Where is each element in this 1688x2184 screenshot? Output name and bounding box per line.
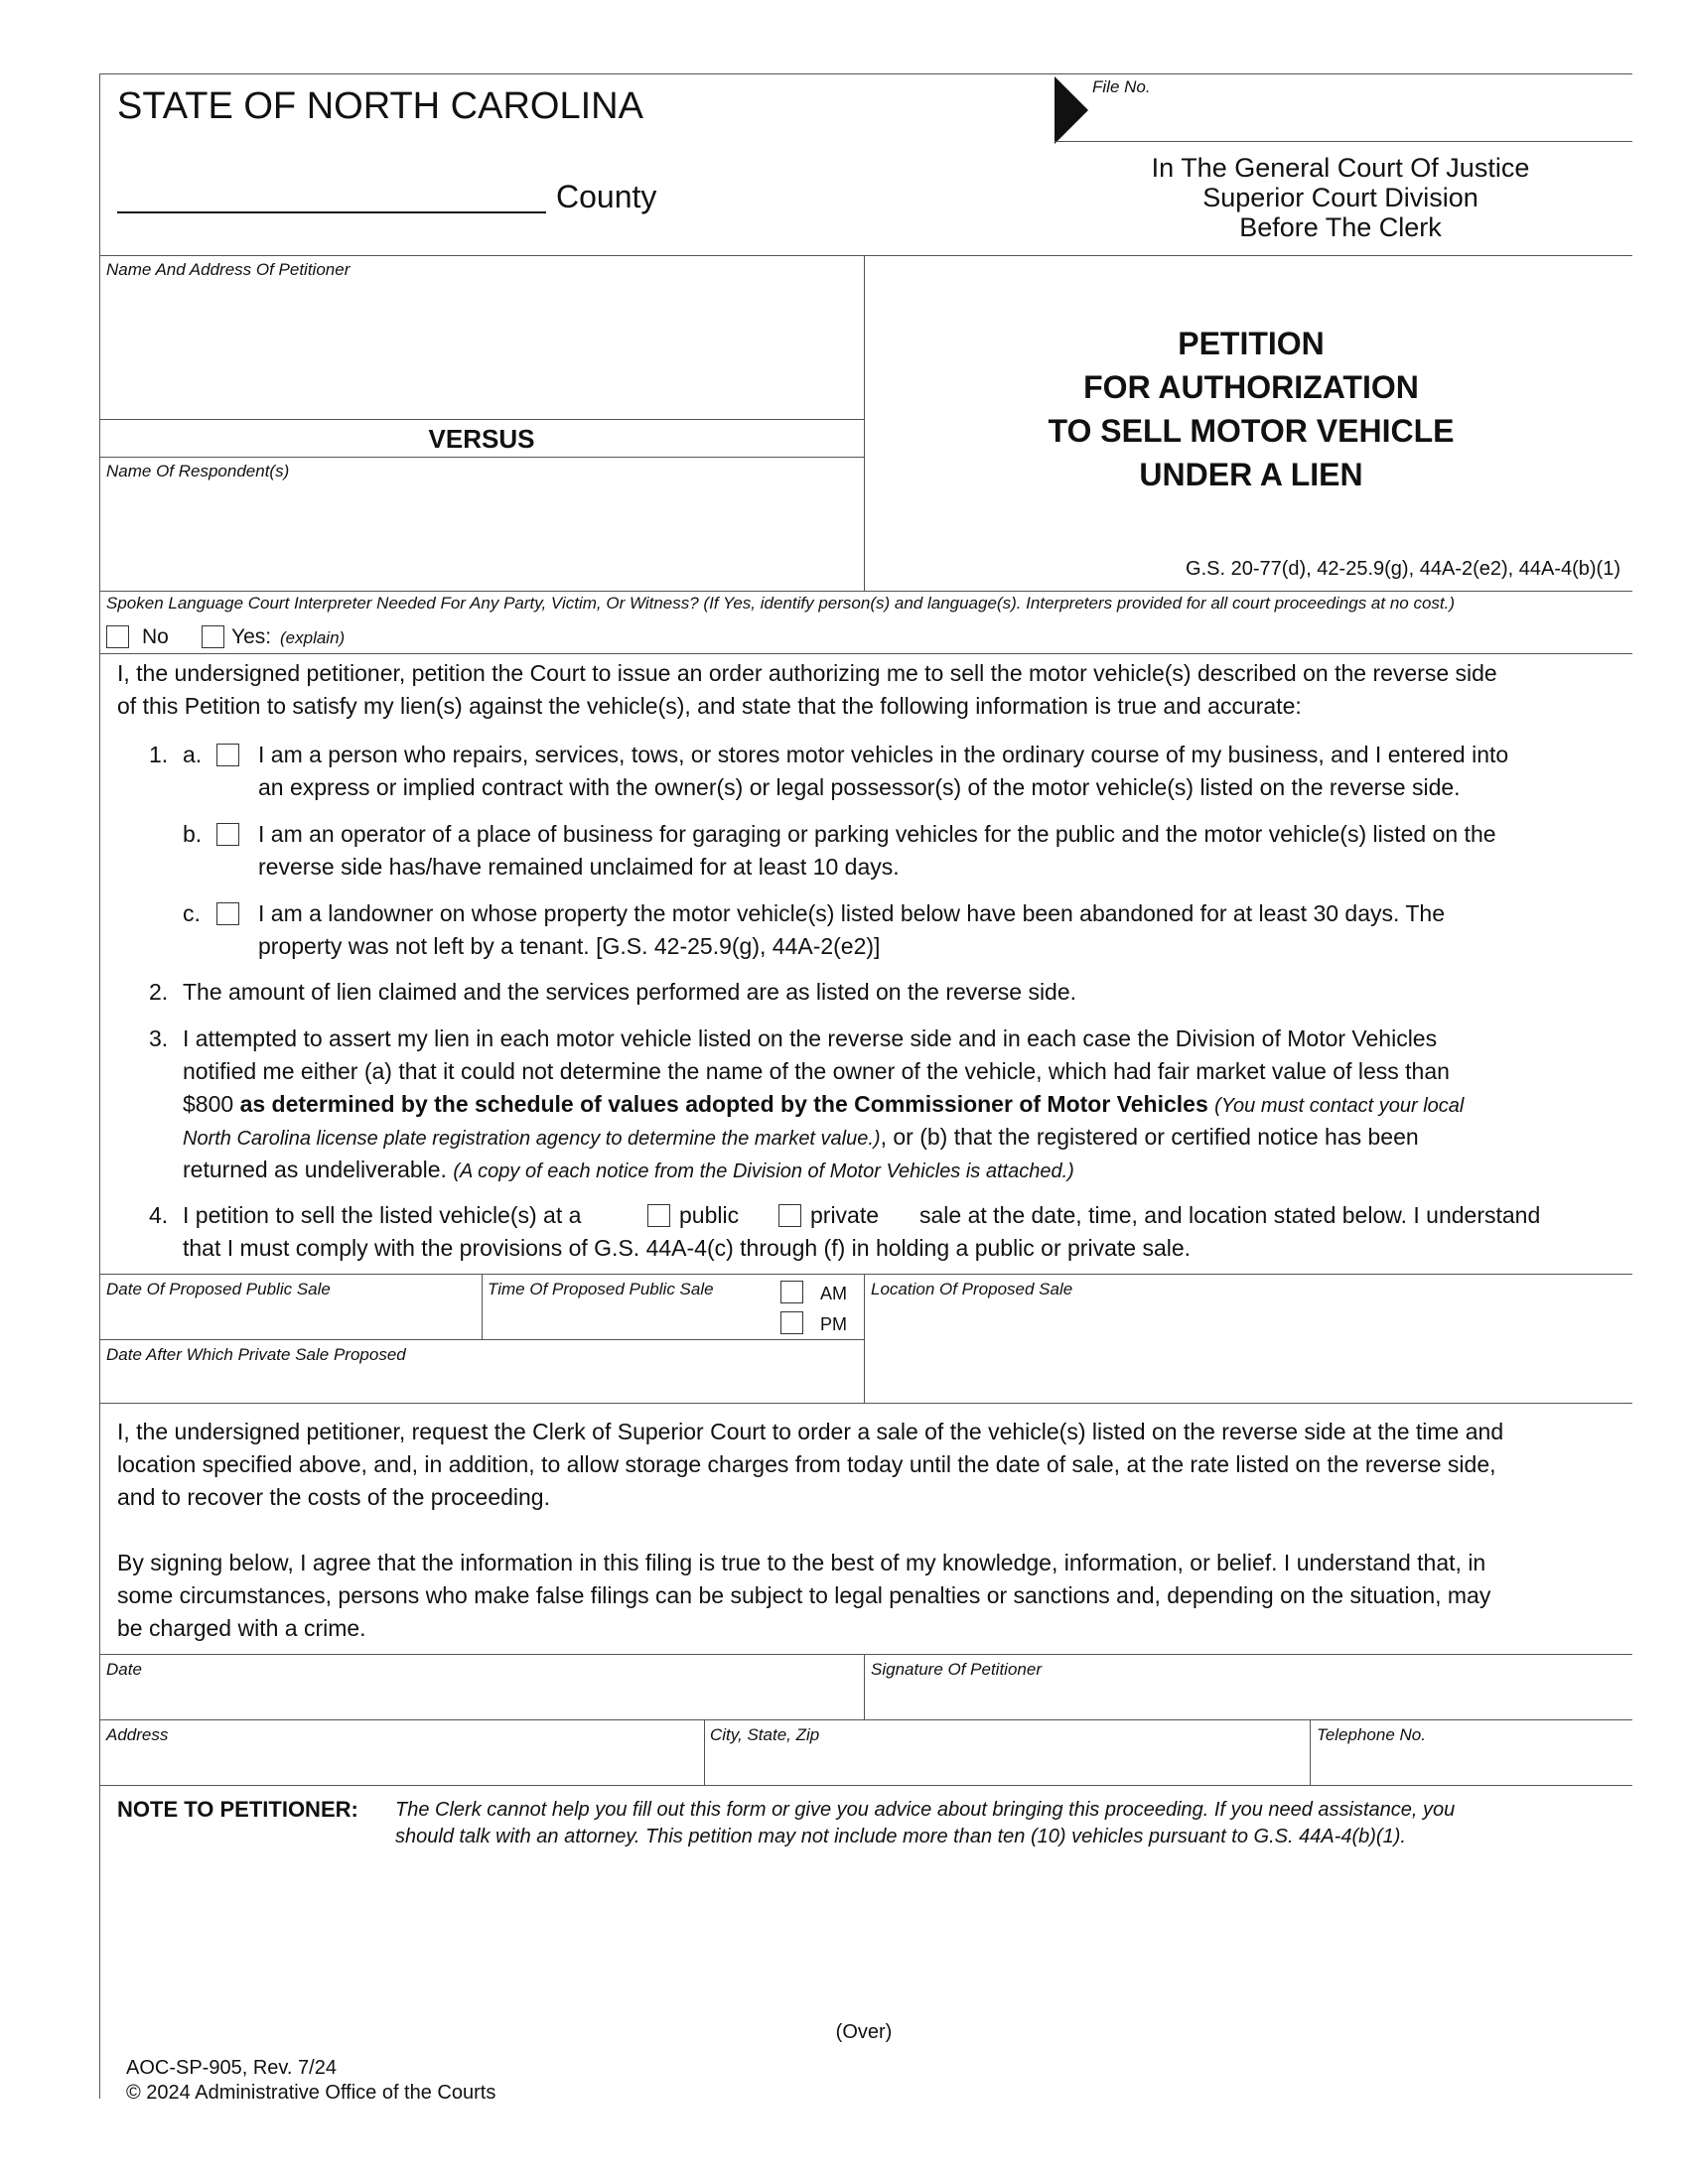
file-no-label: File No. [1092,77,1151,96]
attest-line-3: be charged with a crime. [117,1615,366,1641]
interpreter-yes-label: Yes: [231,625,272,648]
item-1-number: 1. [149,742,169,767]
intro-line-1: I, the undersigned petitioner, petition the Court to issue an order authorizing me to sell the motor vehicle(s) described on the reverse side [117,660,1497,686]
item-3-line-5-text: returned as undeliverable. [183,1157,447,1182]
am-checkbox[interactable] [780,1281,803,1303]
proposed-date-field[interactable] [106,1302,474,1336]
item-3-italic-note: (You must contact your local [1214,1095,1465,1117]
note-heading: NOTE TO PETITIONER: [117,1797,358,1822]
item-1c-line-2: property was not left by a tenant. [G.S. 42-25.9(g), 44A-2(e2)] [258,933,881,959]
county-label: County [556,179,657,214]
interpreter-yes-checkbox[interactable] [202,625,224,648]
item-4-text-b: sale at the date, time, and location stated below. I understand [919,1202,1541,1228]
item-4-number: 4. [149,1202,169,1228]
city-state-zip-field[interactable] [710,1748,1303,1782]
item-1a-checkbox[interactable] [216,744,239,766]
signature-field[interactable] [871,1683,1625,1716]
respondent-label: Name Of Respondent(s) [106,462,290,480]
item-3-line-1: I attempted to assert my lien in each motor vehicle listed on the reverse side and in each case the Division of Motor Vehicles [183,1025,1438,1051]
item-3-line-3 [183,1088,1464,1123]
telephone-field[interactable] [1317,1748,1626,1782]
location-field[interactable] [871,1302,1625,1398]
item-1b-checkbox[interactable] [216,823,239,846]
petitioner-label: Name And Address Of Petitioner [106,260,351,279]
item-1c-letter: c. [183,900,201,926]
item-1c-checkbox[interactable] [216,902,239,925]
interpreter-no-label: No [142,625,169,648]
item-1b-line-2: reverse side has/have remained unclaimed for at least 10 days. [258,854,900,880]
file-no-arrow-icon [1055,76,1088,144]
address-label: Address [106,1725,169,1744]
form-title-line-4: UNDER A LIEN [1139,457,1363,492]
private-sale-date-label: Date After Which Private Sale Proposed [106,1345,406,1364]
interpreter-no-checkbox[interactable] [106,625,129,648]
proposed-date-label: Date Of Proposed Public Sale [106,1280,331,1298]
respondent-field[interactable] [106,484,856,584]
telephone-label: Telephone No. [1317,1725,1426,1744]
over-indicator: (Over) [835,2021,893,2043]
intro-line-2: of this Petition to satisfy my lien(s) against the vehicle(s), and state that the following information is true and accurate: [117,693,1302,719]
signature-label: Signature Of Petitioner [871,1660,1042,1679]
form-number: AOC-SP-905, Rev. 7/24 [126,2057,337,2079]
attest-line-2: some circumstances, persons who make false filings can be subject to legal penalties or sanctions and, depending on the situation, may [117,1582,1491,1608]
location-label: Location Of Proposed Sale [871,1280,1073,1298]
item-3-bold-text: as determined by the schedule of values adopted by the Commissioner of Motor Vehicles [239,1091,1208,1117]
item-3-line-5 [183,1154,1074,1188]
item-2-number: 2. [149,979,169,1005]
item-3-italic-note-2: North Carolina license plate registration agency to determine the market value.) [183,1128,881,1150]
pm-checkbox[interactable] [780,1311,803,1334]
address-field[interactable] [106,1748,697,1782]
note-line-2: should talk with an attorney. This petition may not include more than ten (10) vehicles pursuant to G.S. 44A-4(b)(1). [395,1826,1406,1847]
item-1a-line-2: an express or implied contract with the owner(s) or legal possessor(s) of the motor vehicle(s) listed on the reverse side. [258,774,1461,800]
item-3-italic-note-3: (A copy of each notice from the Division of Motor Vehicles is attached.) [453,1160,1074,1182]
public-sale-label: public [679,1202,740,1228]
request-line-3: and to recover the costs of the proceeding. [117,1484,550,1510]
item-3-line-4 [183,1121,1419,1156]
statute-reference: G.S. 20-77(d), 42-25.9(g), 44A-2(e2), 44A-4(b)(1) [1186,558,1620,580]
am-label: AM [820,1284,847,1303]
item-1b-letter: b. [183,821,203,847]
request-line-2: location specified above, and, in addition, to allow storage charges from today until the date of sale, at the rate listed on the reverse side, [117,1451,1496,1477]
state-heading: STATE OF NORTH CAROLINA [117,85,643,127]
form-title-line-2: FOR AUTHORIZATION [1083,369,1419,405]
form-title-line-1: PETITION [1178,326,1325,361]
county-blank[interactable] [117,211,546,213]
copyright: © 2024 Administrative Office of the Courts [126,2082,496,2104]
public-sale-checkbox[interactable] [647,1204,670,1227]
interpreter-yes-explain: (explain) [280,628,346,647]
item-4-text-a: I petition to sell the listed vehicle(s) at a [183,1202,582,1228]
item-3-line-4-text: , or (b) that the registered or certified notice has been [880,1124,1419,1150]
file-no-field[interactable] [1092,99,1628,139]
interpreter-question: Spoken Language Court Interpreter Needed For Any Party, Victim, Or Witness? (If Yes, identify person(s) and language(s). Interpreters provided for all court proceedings at no cost.) [106,594,1456,613]
attest-line-1: By signing below, I agree that the information in this filing is true to the best of my knowledge, information, or belief. I understand that, in [117,1550,1486,1575]
note-line-1: The Clerk cannot help you fill out this form or give you advice about bringing this proceeding. If you need assistance, you [395,1799,1456,1821]
item-2-text: The amount of lien claimed and the services performed are as listed on the reverse side. [183,979,1077,1005]
pm-label: PM [820,1314,847,1334]
city-state-zip-label: City, State, Zip [710,1725,820,1744]
item-1a-letter: a. [183,742,203,767]
form-title-line-3: TO SELL MOTOR VEHICLE [1048,413,1455,449]
item-1b-line-1: I am an operator of a place of business for garaging or parking vehicles for the public and the motor vehicle(s) listed on the [258,821,1496,847]
item-1c-line-1: I am a landowner on whose property the motor vehicle(s) listed below have been abandoned for at least 30 days. The [258,900,1446,926]
request-line-1: I, the undersigned petitioner, request the Clerk of Superior Court to order a sale of the vehicle(s) listed on the reverse side at the time and [117,1419,1504,1444]
proposed-time-field[interactable] [488,1302,775,1336]
court-line-1: In The General Court Of Justice [1151,153,1530,183]
item-1a-line-1: I am a person who repairs, services, tows, or stores motor vehicles in the ordinary course of my business, and I entered into [258,742,1509,767]
item-3-line-2: notified me either (a) that it could not determine the name of the owner of the vehicle, which had fair market value of less than [183,1058,1450,1084]
item-3-amount: $800 [183,1091,234,1117]
petitioner-field[interactable] [106,283,856,417]
date-field[interactable] [106,1683,856,1716]
item-3-number: 3. [149,1025,169,1051]
versus-label: VERSUS [428,424,535,454]
court-line-3: Before The Clerk [1239,212,1442,242]
proposed-time-label: Time Of Proposed Public Sale [488,1280,714,1298]
private-sale-checkbox[interactable] [778,1204,801,1227]
date-label: Date [106,1660,142,1679]
private-sale-date-field[interactable] [106,1368,856,1400]
private-sale-label: private [810,1202,880,1228]
court-line-2: Superior Court Division [1202,183,1478,212]
item-4-line-2: that I must comply with the provisions of G.S. 44A-4(c) through (f) in holding a public or private sale. [183,1235,1192,1261]
